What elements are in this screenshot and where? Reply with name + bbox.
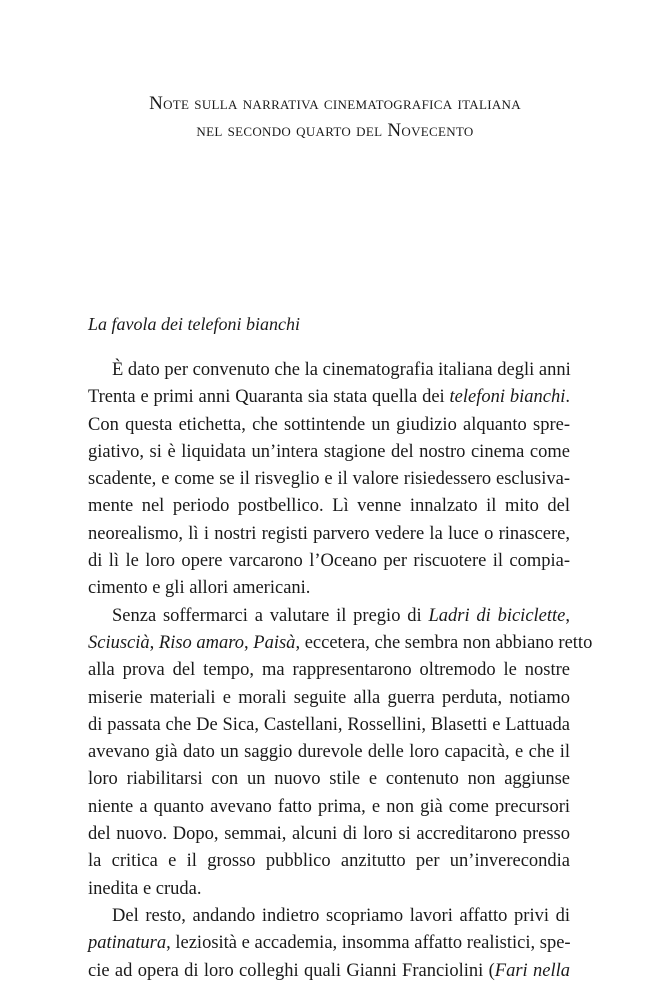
text-line: scadente, e come se il risveglio e il valore risiedessero esclusiva- — [88, 469, 570, 490]
text-line: giativo, si è liquidata un’intera stagione del nostro cinema come — [88, 441, 570, 462]
text-line: miserie materiali e morali seguite alla guerra perduta, notiamo — [88, 687, 570, 708]
text-line: niente a quanto avevano fatto prima, e non già come precursori — [88, 796, 570, 817]
text-line: inedita e cruda. — [88, 878, 202, 899]
chapter-title-line-1: Note sulla narrativa cinematografica italiana — [149, 93, 521, 114]
section-heading: La favola dei telefoni bianchi — [88, 314, 300, 334]
text-line: la critica e il grosso pubblico anzitutto per un’inverecondia — [88, 851, 570, 872]
text-line: Del resto, andando indietro scopriamo lavori affatto privi di — [112, 905, 570, 926]
text-line: loro riabilitarsi con un nuovo stile e contenuto non aggiunse — [88, 769, 570, 790]
text-line: avevano già dato un saggio durevole delle loro capacità, e che il — [88, 742, 570, 763]
text-line: di passata che De Sica, Castellani, Rossellini, Blasetti e Lattuada — [88, 714, 570, 735]
text-line: Trenta e primi anni Quaranta sia stata quella dei telefoni bianchi. — [88, 387, 570, 408]
text-line: cie ad opera di loro colleghi quali Gianni Franciolini (Fari nella — [88, 960, 570, 981]
text-line: alla prova del tempo, ma rappresentarono oltremodo le nostre — [88, 660, 570, 681]
text-line: patinatura, leziosità e accademia, insomma affatto realistici, spe- — [88, 933, 571, 954]
text-line: mente nel periodo postbellico. Lì venne innalzato il mito del — [88, 496, 570, 517]
text-line: Senza soffermarci a valutare il pregio di Ladri di biciclette, — [112, 605, 571, 626]
text-line: Con questa etichetta, che sottintende un giudizio alquanto spre- — [88, 414, 570, 435]
text-line: cimento e gli allori americani. — [88, 578, 311, 599]
text-line: È dato per convenuto che la cinematografia italiana degli anni — [112, 360, 571, 380]
text-line: neorealismo, lì i nostri registi parvero vedere la luce o rinascere, — [88, 523, 570, 544]
chapter-title — [60, 90, 610, 144]
text-line: del nuovo. Dopo, semmai, alcuni di loro si accreditarono presso — [88, 824, 570, 845]
text-line: di lì le loro opere varcarono l’Oceano per riscuotere il compia- — [88, 551, 570, 572]
chapter-title-line-2: nel secondo quarto del Novecento — [196, 120, 474, 141]
text-line: Sciuscià, Riso amaro, Paisà, eccetera, che sembra non abbiano retto — [88, 632, 593, 653]
body-text — [88, 357, 593, 985]
